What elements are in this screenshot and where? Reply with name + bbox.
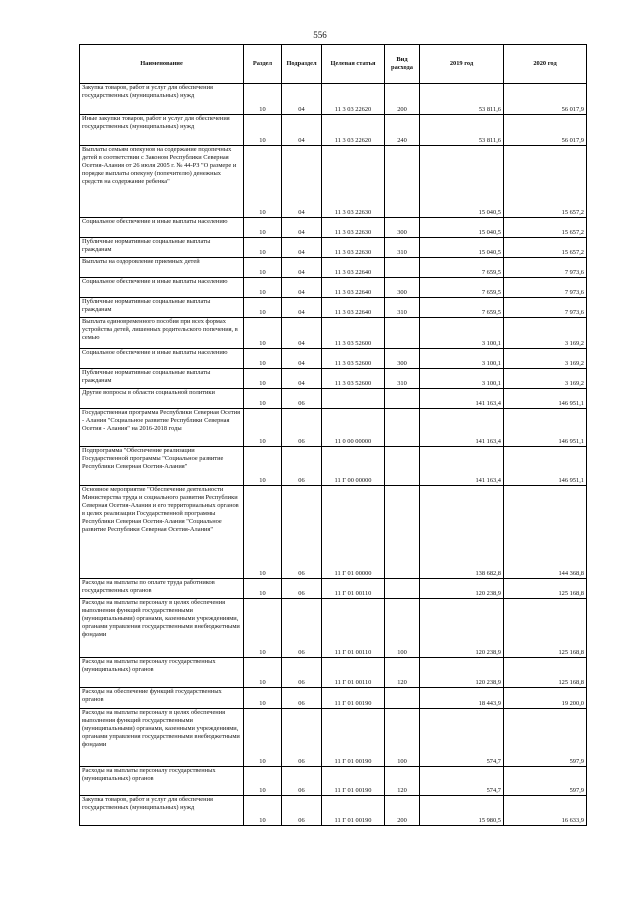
cell-razdel: 10 (244, 146, 282, 218)
table-row (80, 84, 587, 115)
cell-y2020: 19 200,0 (504, 688, 587, 709)
cell-vid (385, 409, 420, 447)
cell-vid: 310 (385, 238, 420, 258)
cell-statya: 11 3 03 22620 (322, 84, 385, 115)
cell-vid (385, 318, 420, 349)
cell-podrazdel: 06 (282, 389, 322, 409)
table-row (80, 409, 587, 447)
cell-name: Расходы на выплаты персоналу государственных (муниципальных) органов (80, 658, 244, 688)
cell-y2019: 141 163,4 (420, 409, 504, 447)
cell-podrazdel: 06 (282, 796, 322, 826)
col-header-2019: 2019 год (420, 45, 504, 84)
cell-y2019: 3 100,1 (420, 318, 504, 349)
cell-razdel: 10 (244, 447, 282, 486)
cell-y2019: 120 238,9 (420, 579, 504, 599)
cell-vid (385, 146, 420, 218)
cell-vid (385, 579, 420, 599)
table-row (80, 349, 587, 369)
cell-y2020: 3 169,2 (504, 349, 587, 369)
table-row (80, 579, 587, 599)
cell-vid: 300 (385, 218, 420, 238)
cell-razdel: 10 (244, 409, 282, 447)
cell-y2020: 56 017,9 (504, 84, 587, 115)
cell-y2019: 53 811,6 (420, 115, 504, 146)
cell-podrazdel: 04 (282, 258, 322, 278)
cell-y2019: 53 811,6 (420, 84, 504, 115)
cell-y2020: 56 017,9 (504, 115, 587, 146)
cell-podrazdel: 04 (282, 238, 322, 258)
cell-podrazdel: 06 (282, 447, 322, 486)
col-header-razdel: Раздел (244, 45, 282, 84)
cell-razdel: 10 (244, 658, 282, 688)
cell-razdel: 10 (244, 84, 282, 115)
table-row (80, 115, 587, 146)
cell-podrazdel: 06 (282, 767, 322, 796)
table-row (80, 369, 587, 389)
cell-name: Закупка товаров, работ и услуг для обеспечения государственных (муниципальных) нужд (80, 84, 244, 115)
cell-statya: 11 3 03 52600 (322, 369, 385, 389)
cell-podrazdel: 06 (282, 599, 322, 658)
cell-y2019: 574,7 (420, 709, 504, 767)
cell-vid: 200 (385, 84, 420, 115)
table-row (80, 238, 587, 258)
cell-name: Расходы на выплаты персоналу в целях обеспечения выполнения функций государственными (муниципальными) органами, казенными учреждениями, органами управления государственными внебюджетными фондами (80, 599, 244, 658)
cell-y2019: 141 163,4 (420, 447, 504, 486)
table-row (80, 709, 587, 767)
cell-vid: 100 (385, 599, 420, 658)
cell-y2019: 120 238,9 (420, 599, 504, 658)
cell-y2019: 15 980,5 (420, 796, 504, 826)
cell-y2020: 3 169,2 (504, 318, 587, 349)
cell-name: Социальное обеспечение и иные выплаты населению (80, 278, 244, 298)
cell-podrazdel: 04 (282, 278, 322, 298)
cell-name: Расходы на выплаты персоналу государственных (муниципальных) органов (80, 767, 244, 796)
cell-podrazdel: 06 (282, 688, 322, 709)
cell-y2019: 7 659,5 (420, 298, 504, 318)
cell-y2019: 120 238,9 (420, 658, 504, 688)
cell-vid: 310 (385, 369, 420, 389)
cell-statya: 11 Г 01 00190 (322, 767, 385, 796)
cell-statya: 11 Г 01 00190 (322, 688, 385, 709)
cell-y2020: 125 168,8 (504, 579, 587, 599)
col-header-vid: Вид расхода (385, 45, 420, 84)
cell-vid (385, 688, 420, 709)
cell-statya: 11 3 03 52600 (322, 349, 385, 369)
cell-razdel: 10 (244, 298, 282, 318)
cell-razdel: 10 (244, 579, 282, 599)
cell-razdel: 10 (244, 115, 282, 146)
cell-razdel: 10 (244, 349, 282, 369)
cell-name: Социальное обеспечение и иные выплаты населению (80, 218, 244, 238)
cell-statya: 11 Г 01 00110 (322, 658, 385, 688)
cell-vid: 120 (385, 767, 420, 796)
table-row (80, 688, 587, 709)
cell-statya: 11 3 03 22620 (322, 115, 385, 146)
budget-table (79, 44, 587, 826)
cell-statya: 11 3 03 22640 (322, 298, 385, 318)
cell-vid: 200 (385, 796, 420, 826)
cell-razdel: 10 (244, 767, 282, 796)
cell-y2020: 15 657,2 (504, 218, 587, 238)
table-row (80, 389, 587, 409)
cell-podrazdel: 04 (282, 369, 322, 389)
cell-podrazdel: 04 (282, 349, 322, 369)
cell-y2019: 18 443,9 (420, 688, 504, 709)
cell-y2019: 15 040,5 (420, 218, 504, 238)
cell-statya: 11 Г 01 00000 (322, 486, 385, 579)
cell-podrazdel: 04 (282, 218, 322, 238)
cell-statya: 11 3 03 22640 (322, 258, 385, 278)
cell-razdel: 10 (244, 318, 282, 349)
cell-y2020: 146 951,1 (504, 409, 587, 447)
cell-name: Иные закупки товаров, работ и услуг для обеспечения государственных (муниципальных) нужд (80, 115, 244, 146)
cell-y2020: 144 368,8 (504, 486, 587, 579)
table-row (80, 146, 587, 218)
cell-y2020: 597,9 (504, 709, 587, 767)
cell-razdel: 10 (244, 796, 282, 826)
cell-statya: 11 Г 01 00190 (322, 796, 385, 826)
cell-razdel: 10 (244, 709, 282, 767)
cell-y2020: 7 973,6 (504, 298, 587, 318)
cell-y2020: 15 657,2 (504, 146, 587, 218)
cell-razdel: 10 (244, 258, 282, 278)
cell-y2020: 597,9 (504, 767, 587, 796)
cell-statya: 11 Г 01 00110 (322, 599, 385, 658)
cell-statya: 11 3 03 52600 (322, 318, 385, 349)
cell-vid (385, 447, 420, 486)
cell-razdel: 10 (244, 486, 282, 579)
table-row (80, 218, 587, 238)
cell-y2019: 141 163,4 (420, 389, 504, 409)
cell-name: Выплата единовременного пособия при всех формах устройства детей, лишенных родительского попечения, в семью (80, 318, 244, 349)
cell-podrazdel: 04 (282, 115, 322, 146)
cell-y2019: 15 040,5 (420, 146, 504, 218)
cell-name: Подпрограмма "Обеспечение реализации Государственной программы "Социальное развитие Республики Северная Осетия-Алания" (80, 447, 244, 486)
cell-y2020: 125 168,8 (504, 599, 587, 658)
cell-podrazdel: 06 (282, 486, 322, 579)
cell-y2019: 3 100,1 (420, 369, 504, 389)
col-header-name: Наименование (80, 45, 244, 84)
cell-name: Социальное обеспечение и иные выплаты населению (80, 349, 244, 369)
cell-podrazdel: 04 (282, 318, 322, 349)
cell-statya: 11 Г 01 00190 (322, 709, 385, 767)
cell-y2020: 146 951,1 (504, 389, 587, 409)
cell-podrazdel: 06 (282, 409, 322, 447)
cell-razdel: 10 (244, 278, 282, 298)
cell-vid (385, 389, 420, 409)
table-row (80, 599, 587, 658)
table-row (80, 298, 587, 318)
cell-vid (385, 258, 420, 278)
cell-name: Выплаты на оздоровление приемных детей (80, 258, 244, 278)
cell-podrazdel: 04 (282, 146, 322, 218)
cell-statya: 11 3 03 22630 (322, 218, 385, 238)
col-header-podrazdel: Подраздел (282, 45, 322, 84)
cell-y2020: 7 973,6 (504, 258, 587, 278)
cell-y2019: 574,7 (420, 767, 504, 796)
page-number: 556 (313, 30, 327, 40)
cell-vid (385, 486, 420, 579)
cell-vid: 100 (385, 709, 420, 767)
cell-vid: 310 (385, 298, 420, 318)
cell-statya: 11 Г 01 00110 (322, 579, 385, 599)
table-row (80, 258, 587, 278)
cell-y2020: 7 973,6 (504, 278, 587, 298)
cell-statya: 11 3 03 22640 (322, 278, 385, 298)
cell-name: Публичные нормативные социальные выплаты гражданам (80, 298, 244, 318)
table-row (80, 486, 587, 579)
cell-razdel: 10 (244, 599, 282, 658)
cell-y2019: 3 100,1 (420, 349, 504, 369)
cell-y2020: 125 168,8 (504, 658, 587, 688)
table-row (80, 278, 587, 298)
cell-vid: 240 (385, 115, 420, 146)
cell-name: Государственная программа Республики Северная Осетия - Алания "Социальное развитие Республики Северная Осетия - Алания" на 2016-2018 годы (80, 409, 244, 447)
cell-name: Другие вопросы в области социальной политики (80, 389, 244, 409)
cell-vid: 120 (385, 658, 420, 688)
cell-y2019: 15 040,5 (420, 238, 504, 258)
cell-podrazdel: 04 (282, 298, 322, 318)
table-row (80, 447, 587, 486)
cell-name: Расходы на обеспечение функций государственных органов (80, 688, 244, 709)
cell-podrazdel: 06 (282, 658, 322, 688)
cell-name: Публичные нормативные социальные выплаты гражданам (80, 238, 244, 258)
cell-razdel: 10 (244, 238, 282, 258)
cell-statya (322, 389, 385, 409)
cell-vid: 300 (385, 278, 420, 298)
table-header-row (80, 45, 587, 84)
cell-podrazdel: 04 (282, 84, 322, 115)
cell-name: Закупка товаров, работ и услуг для обеспечения государственных (муниципальных) нужд (80, 796, 244, 826)
col-header-2020: 2020 год (504, 45, 587, 84)
cell-statya: 11 0 00 00000 (322, 409, 385, 447)
cell-name: Расходы на выплаты по оплате труда работников государственных органов (80, 579, 244, 599)
cell-y2019: 7 659,5 (420, 258, 504, 278)
cell-statya: 11 3 03 22630 (322, 238, 385, 258)
cell-razdel: 10 (244, 369, 282, 389)
cell-statya: 11 3 03 22630 (322, 146, 385, 218)
cell-razdel: 10 (244, 389, 282, 409)
cell-y2020: 15 657,2 (504, 238, 587, 258)
cell-name: Выплаты семьям опекунов на содержание подопечных детей в соответствии с Законом Республики Северная Осетия-Алания от 26 июля 2005 г. № 44-РЗ "О размере и порядке выплаты опекуну (попечителю) денежных средств на содержание ребенка" (80, 146, 244, 218)
cell-name: Публичные нормативные социальные выплаты гражданам (80, 369, 244, 389)
cell-vid: 300 (385, 349, 420, 369)
table-row (80, 767, 587, 796)
cell-razdel: 10 (244, 688, 282, 709)
table-row (80, 658, 587, 688)
cell-y2020: 16 633,9 (504, 796, 587, 826)
cell-name: Основное мероприятие "Обеспечение деятельности Министерства труда и социального развития Республики Северная Осетия-Алания и его территориальных органов в целях реализации Государственной программы Республики Северная Осетия-Алания "Социальное развитие Республики Северная Осетия-Алания" (80, 486, 244, 579)
cell-name: Расходы на выплаты персоналу в целях обеспечения выполнения функций государственными (муниципальными) органами, казенными учреждениями, органами управления государственными внебюджетными фондами (80, 709, 244, 767)
table-row (80, 318, 587, 349)
cell-statya: 11 Г 00 00000 (322, 447, 385, 486)
cell-y2020: 146 951,1 (504, 447, 587, 486)
cell-podrazdel: 06 (282, 709, 322, 767)
cell-y2019: 7 659,5 (420, 278, 504, 298)
cell-razdel: 10 (244, 218, 282, 238)
cell-y2020: 3 169,2 (504, 369, 587, 389)
col-header-statya: Целевая статья (322, 45, 385, 84)
table-row (80, 796, 587, 826)
cell-podrazdel: 06 (282, 579, 322, 599)
cell-y2019: 138 682,8 (420, 486, 504, 579)
